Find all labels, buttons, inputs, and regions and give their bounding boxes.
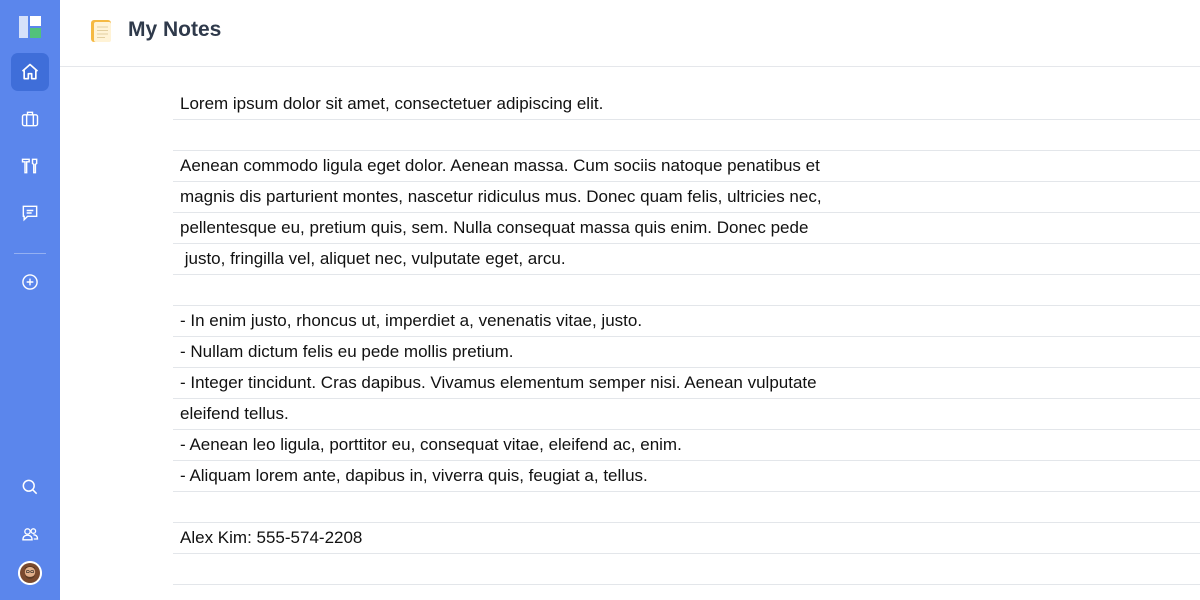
message-icon [20,203,40,223]
user-avatar-icon [18,561,42,585]
app-logo-icon[interactable] [19,16,41,38]
header [60,0,1200,67]
users-icon [20,524,40,544]
note-line[interactable]: - Nullam dictum felis eu pede mollis pretium. [173,337,1200,368]
note-line[interactable]: - Aliquam lorem ante, dapibus in, viverra quis, feugiat a, tellus. [173,461,1200,492]
sidebar-item-users[interactable] [11,515,49,553]
note-line[interactable] [173,554,1200,585]
tools-icon [20,156,40,176]
sidebar-item-briefcase[interactable] [11,100,49,138]
home-icon [20,62,40,82]
note-line[interactable]: magnis dis parturient montes, nascetur ridiculus mus. Donec quam felis, ultricies nec, [173,182,1200,213]
sidebar [0,0,60,600]
plus-circle-icon [20,272,40,292]
note-line[interactable]: - In enim justo, rhoncus ut, imperdiet a, venenatis vitae, justo. [173,306,1200,337]
notes-icon [89,19,113,43]
briefcase-icon [20,109,40,129]
note-editor[interactable] [173,89,1200,585]
note-line[interactable] [173,275,1200,306]
sidebar-item-search[interactable] [11,468,49,506]
note-line[interactable]: eleifend tellus. [173,399,1200,430]
note-line[interactable]: Alex Kim: 555-574-2208 [173,523,1200,554]
sidebar-divider [14,253,46,254]
sidebar-item-tools[interactable] [11,147,49,185]
page-title: My Notes [128,18,222,41]
note-line[interactable]: - Integer tincidunt. Cras dapibus. Vivamus elementum semper nisi. Aenean vulputate [173,368,1200,399]
note-line[interactable]: - Aenean leo ligula, porttitor eu, consequat vitae, eleifend ac, enim. [173,430,1200,461]
sidebar-item-add[interactable] [11,263,49,301]
avatar[interactable] [18,561,42,585]
note-line[interactable]: Lorem ipsum dolor sit amet, consectetuer adipiscing elit. [173,89,1200,120]
sidebar-item-home[interactable] [11,53,49,91]
search-icon [20,477,40,497]
note-line[interactable]: Aenean commodo ligula eget dolor. Aenean massa. Cum sociis natoque penatibus et [173,151,1200,182]
note-line[interactable] [173,492,1200,523]
note-line[interactable]: pellentesque eu, pretium quis, sem. Nulla consequat massa quis enim. Donec pede [173,213,1200,244]
note-line[interactable]: justo, fringilla vel, aliquet nec, vulputate eget, arcu. [173,244,1200,275]
note-line[interactable] [173,120,1200,151]
sidebar-item-messages[interactable] [11,194,49,232]
